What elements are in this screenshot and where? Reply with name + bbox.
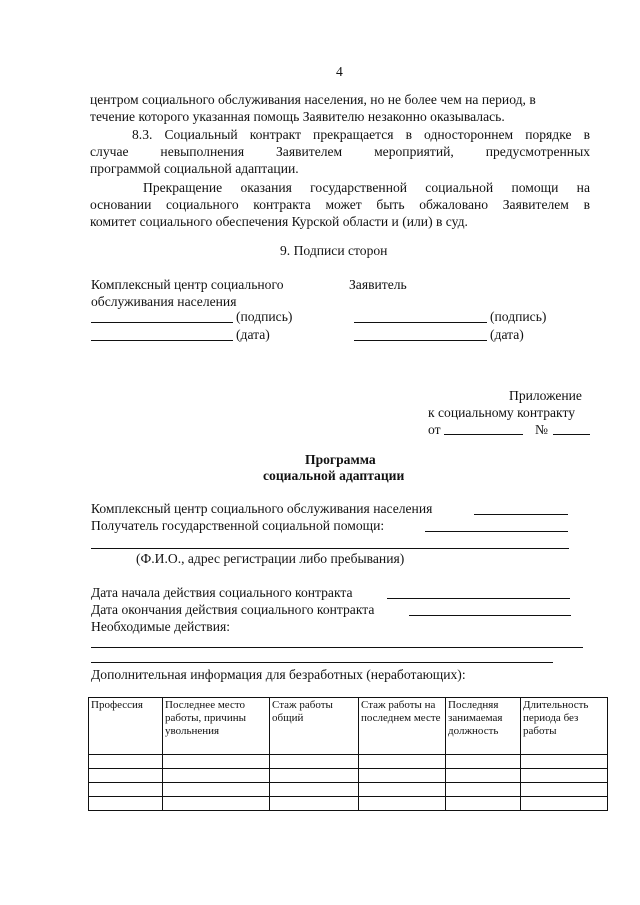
paragraph-line: программой социальной адаптации. [90, 161, 299, 176]
table-header-cell: Последнее место работы, причины увольнения [163, 698, 270, 755]
table-cell [89, 797, 163, 811]
end-date-label: Дата окончания действия социального контракта [91, 602, 375, 617]
section-heading: 9. Подписи сторон [280, 243, 388, 258]
end-date-line [409, 615, 571, 616]
table-header-cell: Последняя занимаемая должность [446, 698, 521, 755]
appendix-date-line [444, 434, 523, 435]
table-header-cell: Длительность периода без работы [521, 698, 608, 755]
table-cell [163, 783, 270, 797]
table-cell [270, 797, 359, 811]
table-row [89, 755, 608, 769]
table-cell [270, 783, 359, 797]
table-cell [521, 769, 608, 783]
fio-caption: (Ф.И.О., адрес регистрации либо пребывания) [136, 551, 405, 566]
table-header-cell: Стаж работы общий [270, 698, 359, 755]
table-cell [89, 783, 163, 797]
actions-label: Необходимые действия: [91, 619, 231, 634]
table-row [89, 769, 608, 783]
table-cell [521, 783, 608, 797]
right-signature-line [354, 322, 487, 323]
center-label: Комплексный центр социального обслуживания населения [91, 501, 433, 516]
table-cell [163, 755, 270, 769]
paragraph-line: Прекращение оказания государственной социальной помощи на [143, 180, 590, 195]
table-cell [359, 783, 446, 797]
table-cell [521, 755, 608, 769]
start-date-label: Дата начала действия социального контракта [91, 585, 353, 600]
table-cell [89, 769, 163, 783]
table-cell [270, 755, 359, 769]
table-header-cell: Профессия [89, 698, 163, 755]
program-subtitle: социальной адаптации [263, 468, 405, 483]
paragraph-line: основании социального контракта может быть обжаловано Заявителем в [90, 197, 590, 212]
page-number: 4 [336, 64, 343, 79]
left-signature-label: (подпись) [236, 309, 293, 324]
table-cell [446, 783, 521, 797]
table-cell [89, 755, 163, 769]
table-row [89, 783, 608, 797]
recipient-field-line [425, 531, 568, 532]
table-header-cell: Стаж работы на последнем месте [359, 698, 446, 755]
table-cell [446, 769, 521, 783]
start-date-line [387, 598, 570, 599]
right-party-name: Заявитель [349, 277, 407, 292]
paragraph-line: 8.3. Социальный контракт прекращается в одностороннем порядке в [132, 127, 590, 142]
unemployed-info-table [88, 697, 608, 811]
program-title: Программа [305, 452, 376, 467]
table-cell [163, 797, 270, 811]
fio-field-line [91, 548, 569, 549]
right-signature-label: (подпись) [490, 309, 547, 324]
table-cell [359, 755, 446, 769]
appendix-title: Приложение [509, 388, 582, 403]
actions-line-2 [91, 662, 553, 663]
table-cell [270, 769, 359, 783]
actions-line-1 [91, 647, 583, 648]
left-signature-line [91, 322, 233, 323]
recipient-label: Получатель государственной социальной помощи: [91, 518, 385, 533]
table-cell [359, 769, 446, 783]
table-cell [521, 797, 608, 811]
appendix-subtitle: к социальному контракту [428, 405, 576, 420]
left-party-name: обслуживания населения [91, 294, 237, 309]
center-field-line [474, 514, 568, 515]
left-date-label: (дата) [236, 327, 270, 342]
table-cell [446, 797, 521, 811]
table-header-row [89, 698, 608, 755]
table-row [89, 797, 608, 811]
left-date-line [91, 340, 233, 341]
paragraph-line: течение которого указанная помощь Заявителю незаконно оказывалась. [90, 109, 505, 124]
table-cell [359, 797, 446, 811]
paragraph-line: случае невыполнения Заявителем мероприятий, предусмотренных [90, 144, 590, 159]
table-cell [163, 769, 270, 783]
table-cell [446, 755, 521, 769]
right-date-line [354, 340, 487, 341]
appendix-number-line [553, 434, 590, 435]
paragraph-line: комитет социального обеспечения Курской области и (или) в суд. [90, 214, 468, 229]
unemployed-info-label: Дополнительная информация для безработных (неработающих): [91, 667, 466, 682]
right-date-label: (дата) [490, 327, 524, 342]
appendix-number-label: № [535, 422, 548, 437]
appendix-from-label: от [428, 422, 441, 437]
left-party-name: Комплексный центр социального [91, 277, 284, 292]
paragraph-line: центром социального обслуживания населения, но не более чем на период, в [90, 92, 536, 107]
